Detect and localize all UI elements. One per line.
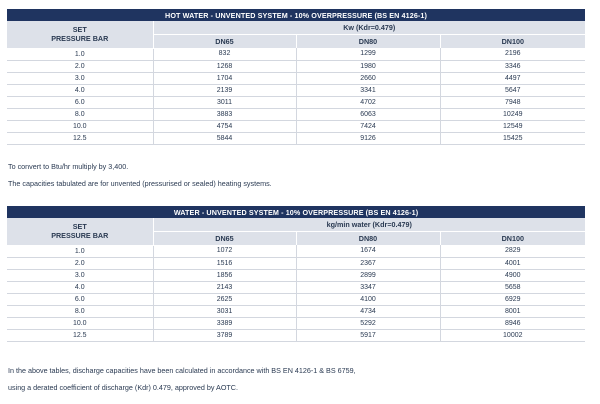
dn100-cell: 10249: [440, 108, 585, 120]
dn100-cell: 8946: [440, 317, 585, 329]
dn80-cell: 9126: [296, 132, 440, 144]
table-row: [7, 281, 585, 293]
dn80-cell: 3347: [296, 281, 440, 293]
table-row: [7, 317, 585, 329]
dn65-cell: 3011: [153, 96, 296, 108]
table-row: [7, 60, 585, 72]
set-pressure-cell: 10.0: [7, 120, 153, 132]
dn65-cell: 832: [153, 48, 296, 60]
dn80-cell: 1980: [296, 60, 440, 72]
dn80-cell: 4702: [296, 96, 440, 108]
hot-water-capacity-table: [7, 9, 585, 145]
dn100-cell: 10002: [440, 329, 585, 341]
table-title: HOT WATER - UNVENTED SYSTEM - 10% OVERPRESSURE (BS EN 4126-1): [7, 9, 585, 21]
dn100-cell: 8001: [440, 305, 585, 317]
dn65-cell: 3883: [153, 108, 296, 120]
column-header-dn100: DN100: [440, 232, 585, 246]
dn65-cell: 2625: [153, 293, 296, 305]
dn65-cell: 3789: [153, 329, 296, 341]
set-pressure-header: [7, 218, 153, 245]
column-header-dn65: DN65: [153, 35, 296, 49]
dn65-cell: 3389: [153, 317, 296, 329]
dn65-cell: 1856: [153, 269, 296, 281]
dn65-cell: 2143: [153, 281, 296, 293]
dn100-cell: 12549: [440, 120, 585, 132]
dn100-cell: 7948: [440, 96, 585, 108]
set-pressure-cell: 12.5: [7, 329, 153, 341]
dn100-cell: 3346: [440, 60, 585, 72]
dn100-cell: 15425: [440, 132, 585, 144]
column-header-dn80: DN80: [296, 232, 440, 246]
calculation-note-line-2: using a derated coefficient of discharge (Kdr) 0.479, approved by AOTC.: [8, 383, 238, 392]
capacities-note: The capacities tabulated are for unvented (pressurised or sealed) heating systems.: [8, 179, 272, 188]
dn100-cell: 4001: [440, 257, 585, 269]
dn100-cell: 4900: [440, 269, 585, 281]
dn65-cell: 5844: [153, 132, 296, 144]
set-pressure-header: [7, 21, 153, 48]
table-row: [7, 305, 585, 317]
dn80-cell: 6063: [296, 108, 440, 120]
table-row: [7, 96, 585, 108]
dn65-cell: 4754: [153, 120, 296, 132]
dn80-cell: 1674: [296, 245, 440, 257]
dn80-cell: 4734: [296, 305, 440, 317]
table-row: [7, 293, 585, 305]
table-row: [7, 84, 585, 96]
dn100-cell: 5647: [440, 84, 585, 96]
dn80-cell: 3341: [296, 84, 440, 96]
dn100-cell: 2196: [440, 48, 585, 60]
column-header-dn65: DN65: [153, 232, 296, 246]
set-pressure-cell: 2.0: [7, 60, 153, 72]
dn100-cell: 6929: [440, 293, 585, 305]
water-capacity-table: [7, 206, 585, 342]
calculation-note-line-1: In the above tables, discharge capacities have been calculated in accordance with BS EN 4126-1 & BS 6759,: [8, 366, 356, 375]
set-pressure-cell: 4.0: [7, 281, 153, 293]
dn80-cell: 2660: [296, 72, 440, 84]
dn100-cell: 4497: [440, 72, 585, 84]
table-row: [7, 132, 585, 144]
set-pressure-cell: 3.0: [7, 72, 153, 84]
column-header-dn80: DN80: [296, 35, 440, 49]
dn100-cell: 2829: [440, 245, 585, 257]
set-pressure-cell: 12.5: [7, 132, 153, 144]
dn80-cell: 5917: [296, 329, 440, 341]
dn65-cell: 2139: [153, 84, 296, 96]
dn80-cell: 4100: [296, 293, 440, 305]
dn80-cell: 2899: [296, 269, 440, 281]
table-row: [7, 245, 585, 257]
set-pressure-cell: 10.0: [7, 317, 153, 329]
table-row: [7, 257, 585, 269]
table-row: [7, 108, 585, 120]
conversion-note: To convert to Btu/hr multiply by 3,400.: [8, 162, 129, 171]
set-pressure-label: SET PRESSURE BAR: [51, 25, 109, 44]
column-header-dn100: DN100: [440, 35, 585, 49]
table-title: WATER - UNVENTED SYSTEM - 10% OVERPRESSURE (BS EN 4126-1): [7, 206, 585, 218]
set-pressure-cell: 1.0: [7, 48, 153, 60]
dn80-cell: 2367: [296, 257, 440, 269]
set-pressure-cell: 3.0: [7, 269, 153, 281]
table-row: [7, 48, 585, 60]
table-row: [7, 329, 585, 341]
set-pressure-cell: 2.0: [7, 257, 153, 269]
table-row: [7, 72, 585, 84]
set-pressure-cell: 6.0: [7, 96, 153, 108]
set-pressure-cell: 4.0: [7, 84, 153, 96]
table-body: [7, 245, 585, 341]
unit-header: kg/min water (Kdr=0.479): [153, 218, 585, 232]
dn65-cell: 3031: [153, 305, 296, 317]
set-pressure-cell: 8.0: [7, 305, 153, 317]
table-body: [7, 48, 585, 144]
set-pressure-cell: 6.0: [7, 293, 153, 305]
dn65-cell: 1072: [153, 245, 296, 257]
set-pressure-cell: 8.0: [7, 108, 153, 120]
dn65-cell: 1704: [153, 72, 296, 84]
table-row: [7, 269, 585, 281]
dn100-cell: 5658: [440, 281, 585, 293]
set-pressure-label: SET PRESSURE BAR: [51, 222, 109, 241]
dn65-cell: 1516: [153, 257, 296, 269]
dn80-cell: 7424: [296, 120, 440, 132]
set-pressure-cell: 1.0: [7, 245, 153, 257]
unit-header: Kw (Kdr=0.479): [153, 21, 585, 35]
table-row: [7, 120, 585, 132]
dn80-cell: 1299: [296, 48, 440, 60]
dn80-cell: 5292: [296, 317, 440, 329]
dn65-cell: 1268: [153, 60, 296, 72]
